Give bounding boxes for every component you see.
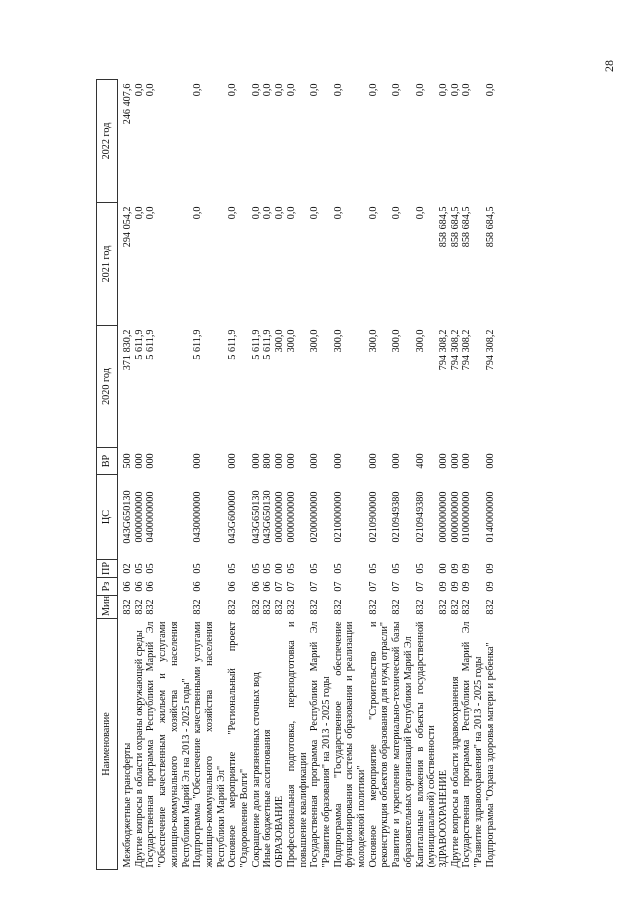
- cell-2022: 0,0: [461, 83, 473, 97]
- table-row: [145, 80, 192, 870]
- cell-pr: 00: [437, 563, 449, 574]
- cell-2020: 794 308,2: [437, 329, 449, 371]
- cell-cs: 0000000000: [285, 491, 297, 543]
- cell-min: 832: [274, 599, 286, 615]
- cell-rz: 09: [437, 581, 449, 592]
- cell-cs: 0000000000: [449, 491, 461, 543]
- cell-vr: 000: [133, 453, 145, 469]
- cell-name: Подпрограмма "Обеспечение качественными услугами жилищно-коммунального хозяйства населения Республики Марий Эл": [192, 621, 227, 868]
- cell-rz: 07: [391, 581, 403, 592]
- cell-2022: 0,0: [227, 83, 239, 97]
- cell-min: 832: [391, 599, 403, 615]
- table-row: [368, 80, 391, 870]
- cell-cs: 0100000000: [461, 491, 473, 543]
- cell-vr: 800: [262, 453, 274, 469]
- cell-vr: 400: [414, 453, 426, 469]
- cell-min: 832: [250, 599, 262, 615]
- cell-2021: 0,0: [250, 206, 262, 220]
- cell-2020: 300,0: [391, 329, 403, 353]
- cell-2020: 5 611,9: [145, 329, 157, 360]
- cell-rz: 07: [274, 581, 286, 592]
- cell-2022: 0,0: [309, 83, 321, 97]
- table-body: [118, 80, 497, 870]
- cell-cs: 0000000000: [274, 491, 286, 543]
- cell-2021: 0,0: [133, 206, 145, 220]
- cell-min: 832: [145, 599, 157, 615]
- cell-pr: 09: [449, 563, 461, 574]
- cell-2020: 300,0: [285, 329, 297, 353]
- cell-vr: 000: [437, 453, 449, 469]
- cell-name: Основное мероприятие "Строительство и реконструкция объектов образования для нужд отрасли": [367, 621, 391, 868]
- cell-name: ОБРАЗОВАНИЕ: [274, 795, 286, 868]
- table-row: [274, 80, 286, 870]
- cell-2021: 0,0: [367, 206, 379, 220]
- cell-rz: 07: [309, 581, 321, 592]
- table-header: [97, 80, 118, 870]
- cell-pr: 05: [145, 563, 157, 574]
- cell-min: 832: [414, 599, 426, 615]
- cell-2020: 300,0: [367, 329, 379, 353]
- cell-rz: 06: [227, 581, 239, 592]
- cell-2022: 0,0: [262, 83, 274, 97]
- cell-2021: 0,0: [391, 206, 403, 220]
- col-header-min: Мин: [97, 596, 118, 619]
- cell-min: 832: [192, 599, 204, 615]
- table-row: [251, 80, 263, 870]
- cell-2020: 5 611,9: [133, 329, 145, 360]
- cell-2022: 0,0: [391, 83, 403, 97]
- cell-2020: 794 308,2: [461, 329, 473, 371]
- cell-vr: 000: [461, 453, 473, 469]
- cell-min: 832: [437, 599, 449, 615]
- cell-pr: 05: [133, 563, 145, 574]
- cell-rz: 09: [461, 581, 473, 592]
- table-row: [333, 80, 368, 870]
- cell-2022: 0,0: [449, 83, 461, 97]
- cell-rz: 07: [367, 581, 379, 592]
- cell-2022: 0,0: [274, 83, 286, 97]
- cell-cs: 0200000000: [309, 491, 321, 543]
- rotated-page-content: [96, 80, 582, 870]
- cell-cs: 0210949380: [391, 491, 403, 543]
- cell-cs: 0400000000: [145, 491, 157, 543]
- cell-vr: 000: [367, 453, 379, 469]
- cell-vr: 000: [285, 453, 297, 469]
- table-row: [461, 80, 484, 870]
- cell-name: Государственная программа Республики Марий Эл "Обеспечение качественным жильем и услугами жилищно-коммунального хозяйства населения Республики Марий Эл на 2013 - 2025 годы": [145, 621, 192, 868]
- cell-2022: 0,0: [133, 83, 145, 97]
- cell-2021: 858 684,5: [461, 206, 473, 248]
- cell-pr: 05: [414, 563, 426, 574]
- cell-2020: 5 611,9: [262, 329, 274, 360]
- table-row: [450, 80, 462, 870]
- table-row: [438, 80, 450, 870]
- col-header-vr: ВР: [97, 448, 118, 475]
- cell-pr: 00: [274, 563, 286, 574]
- cell-rz: 07: [414, 581, 426, 592]
- cell-min: 832: [332, 599, 344, 615]
- table-row: [192, 80, 227, 870]
- cell-2020: 5 611,9: [192, 329, 204, 360]
- cell-2022: 0,0: [414, 83, 426, 97]
- cell-rz: 09: [484, 581, 496, 592]
- cell-vr: 000: [227, 453, 239, 469]
- table-row: [391, 80, 414, 870]
- cell-vr: 000: [250, 453, 262, 469]
- cell-min: 832: [122, 599, 133, 615]
- cell-name: Развитие и укрепление материально-технической базы образовательных организаций Республики Марий Эл: [391, 621, 414, 868]
- cell-cs: 0210900000: [367, 491, 379, 543]
- cell-pr: 05: [262, 563, 274, 574]
- table-row: [286, 80, 309, 870]
- cell-rz: 06: [250, 581, 262, 592]
- cell-rz: 06: [122, 581, 133, 592]
- cell-rz: 07: [285, 581, 297, 592]
- cell-name: Государственная программа Республики Марий Эл "Развитие образования" на 2013 - 2025 годы: [309, 621, 332, 868]
- cell-pr: 05: [250, 563, 262, 574]
- cell-name: ЗДРАВООХРАНЕНИЕ: [437, 770, 449, 868]
- cell-cs: 0000000000: [133, 491, 145, 543]
- cell-name: Иные бюджетные ассигнования: [262, 729, 274, 868]
- cell-vr: 000: [391, 453, 403, 469]
- cell-pr: 09: [484, 563, 496, 574]
- cell-min: 832: [227, 599, 239, 615]
- cell-pr: 05: [227, 563, 239, 574]
- cell-cs: 0430000000: [192, 491, 204, 543]
- table-row: [227, 80, 250, 870]
- col-header-2021: 2021 год: [97, 203, 118, 326]
- cell-cs: 043G650130: [262, 490, 274, 544]
- cell-2020: 300,0: [414, 329, 426, 353]
- cell-min: 832: [461, 599, 473, 615]
- cell-2021: 0,0: [227, 206, 239, 220]
- col-header-name: Наименование: [97, 619, 118, 870]
- cell-2020: 5 611,9: [250, 329, 262, 360]
- cell-vr: 000: [309, 453, 321, 469]
- cell-pr: 05: [192, 563, 204, 574]
- cell-cs: 0140000000: [484, 491, 496, 543]
- cell-pr: 05: [332, 563, 344, 574]
- table-row: [415, 80, 438, 870]
- cell-name: Межбюджетные трансферты: [122, 742, 133, 868]
- page-number: 28: [602, 60, 616, 72]
- cell-2021: 858 684,5: [437, 206, 449, 248]
- cell-cs: 0210000000: [332, 491, 344, 543]
- cell-cs: 0000000000: [437, 491, 449, 543]
- cell-min: 832: [367, 599, 379, 615]
- cell-2020: 300,0: [309, 329, 321, 353]
- cell-min: 832: [309, 599, 321, 615]
- cell-name: Другие вопросы в области охраны окружающей среды: [133, 630, 145, 868]
- cell-2022: 0,0: [192, 83, 204, 97]
- cell-2021: 0,0: [332, 206, 344, 220]
- cell-min: 832: [285, 599, 297, 615]
- table-row: [309, 80, 332, 870]
- table-row: [118, 80, 134, 870]
- cell-pr: 05: [285, 563, 297, 574]
- cell-pr: 05: [391, 563, 403, 574]
- cell-rz: 06: [262, 581, 274, 592]
- cell-pr: 02: [122, 563, 133, 574]
- cell-2022: 0,0: [367, 83, 379, 97]
- cell-2021: 0,0: [274, 206, 286, 220]
- cell-2021: 0,0: [192, 206, 204, 220]
- cell-pr: 09: [461, 563, 473, 574]
- table-row: [134, 80, 146, 870]
- cell-name: Подпрограмма "Государственное обеспечение функционирования системы образования и реализации молодежной политики": [332, 621, 368, 868]
- cell-name: Основное мероприятие "Региональный проект "Оздоровление Волги": [227, 621, 251, 868]
- cell-2022: 246 407,6: [122, 83, 133, 125]
- cell-2022: 0,0: [285, 83, 297, 97]
- cell-2021: 0,0: [262, 206, 274, 220]
- cell-vr: 000: [484, 453, 496, 469]
- budget-table: [96, 79, 497, 870]
- cell-2020: 300,0: [332, 329, 344, 353]
- cell-vr: 000: [145, 453, 157, 469]
- cell-2022: 0,0: [250, 83, 262, 97]
- table-row: [485, 80, 497, 870]
- cell-2021: 0,0: [309, 206, 321, 220]
- cell-2021: 294 054,2: [122, 206, 133, 248]
- cell-cs: 043G600000: [227, 490, 239, 544]
- col-header-cs: ЦС: [97, 475, 118, 560]
- cell-vr: 000: [274, 453, 286, 469]
- cell-2020: 5 611,9: [227, 329, 239, 360]
- cell-name: Другие вопросы в области здравоохранения: [449, 676, 461, 868]
- col-header-2020: 2020 год: [97, 326, 118, 448]
- cell-vr: 000: [449, 453, 461, 469]
- cell-vr: 500: [122, 453, 133, 469]
- cell-2022: 0,0: [484, 83, 496, 97]
- cell-2020: 371 830,2: [122, 329, 133, 371]
- cell-2022: 0,0: [437, 83, 449, 97]
- cell-name: Профессиональная подготовка, переподготовка и повышение квалификации: [285, 621, 309, 868]
- cell-2020: 794 308,2: [484, 329, 496, 371]
- cell-rz: 09: [449, 581, 461, 592]
- cell-name: Капитальные вложения в объекты государственной (муниципальной) собственности: [414, 621, 438, 868]
- cell-rz: 06: [192, 581, 204, 592]
- cell-name: Сокращение доли загрязненных сточных вод: [250, 672, 262, 868]
- cell-2020: 300,0: [274, 329, 286, 353]
- cell-2022: 0,0: [332, 83, 344, 97]
- cell-2021: 858 684,5: [484, 206, 496, 248]
- cell-vr: 000: [192, 453, 204, 469]
- col-header-rz: Рз: [97, 578, 118, 596]
- cell-2022: 0,0: [145, 83, 157, 97]
- cell-cs: 0210949380: [414, 491, 426, 543]
- cell-rz: 07: [332, 581, 344, 592]
- cell-min: 832: [484, 599, 496, 615]
- cell-2021: 858 684,5: [449, 206, 461, 248]
- cell-name: Подпрограмма "Охрана здоровья матери и ребенка": [484, 642, 496, 868]
- cell-rz: 06: [145, 581, 157, 592]
- cell-min: 832: [449, 599, 461, 615]
- cell-pr: 05: [309, 563, 321, 574]
- cell-name: Государственная программа Республики Марий Эл "Развитие здравоохранения" на 2013 - 2025 годы: [461, 621, 485, 868]
- cell-vr: 000: [332, 453, 344, 469]
- cell-cs: 043G650130: [122, 490, 133, 544]
- cell-cs: 043G650130: [250, 490, 262, 544]
- col-header-2022: 2022 год: [97, 80, 118, 203]
- cell-pr: 05: [367, 563, 379, 574]
- cell-2021: 0,0: [285, 206, 297, 220]
- cell-rz: 06: [133, 581, 145, 592]
- cell-min: 832: [133, 599, 145, 615]
- cell-2021: 0,0: [145, 206, 157, 220]
- cell-2020: 794 308,2: [449, 329, 461, 371]
- cell-min: 832: [262, 599, 274, 615]
- table-row: [262, 80, 274, 870]
- cell-2021: 0,0: [414, 206, 426, 220]
- col-header-pr: ПР: [97, 560, 118, 578]
